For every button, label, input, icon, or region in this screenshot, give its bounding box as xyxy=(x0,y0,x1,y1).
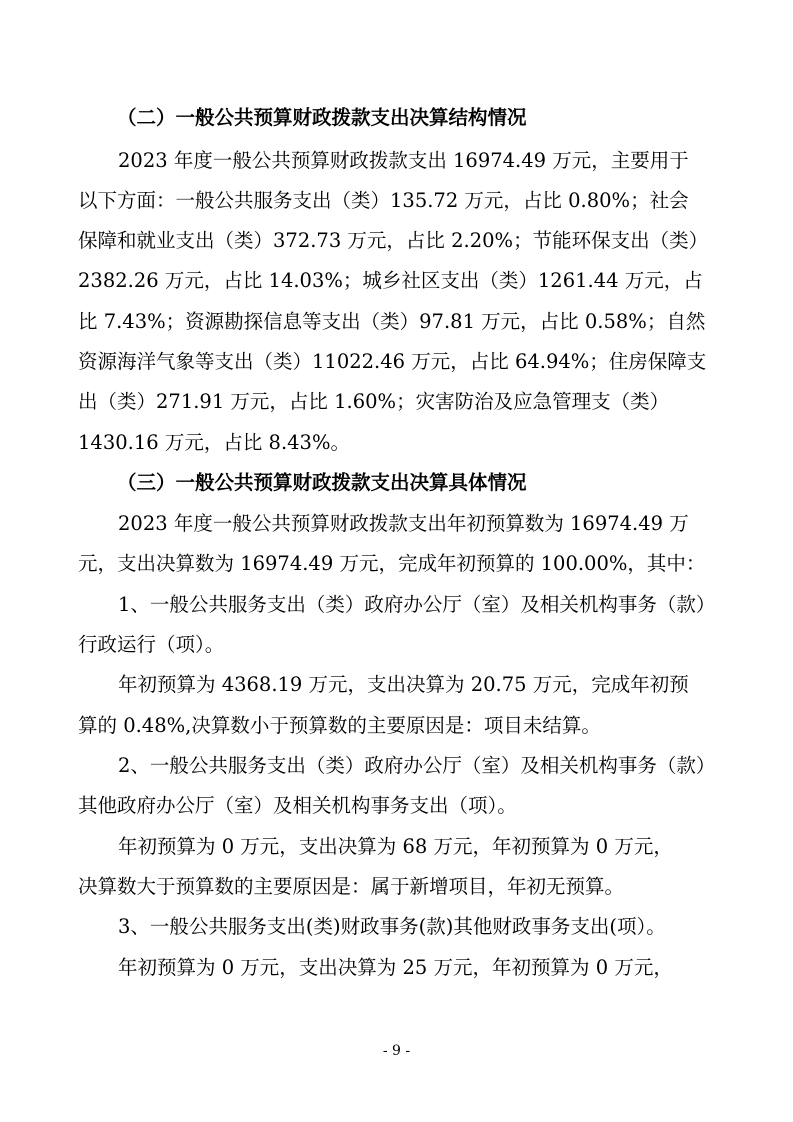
item-2-title-line-2: 其他政府办公厅（室）及相关机构事务支出（项）。 xyxy=(78,794,517,817)
item-1-title-line-1: 1、一般公共服务支出（类）政府办公厅（室）及相关机构事务（款） xyxy=(118,593,716,616)
item-1-title-line-2: 行政运行（项）。 xyxy=(78,633,225,656)
section-2-heading: （二）一般公共预算财政拨款支出决算结构情况 xyxy=(117,106,527,129)
s2-line-2: 以下方面：一般公共服务支出（类）135.72 万元，占比 0.80%；社会 xyxy=(78,189,689,212)
page-number: - 9 - xyxy=(382,1043,411,1059)
section-3-heading: （三）一般公共预算财政拨款支出决算具体情况 xyxy=(117,471,527,494)
item-1-body-line-1: 年初预算为 4368.19 万元，支出决算为 20.75 万元，完成年初预 xyxy=(118,673,689,696)
s2-line-4: 2382.26 万元，占比 14.03%；城乡社区支出（类）1261.44 万元，占 xyxy=(78,269,703,292)
s2-line-1: 2023 年度一般公共预算财政拨款支出 16974.49 万元，主要用于 xyxy=(118,149,689,172)
item-2-body-line-1: 年初预算为 0 万元，支出决算为 68 万元，年初预算为 0 万元， xyxy=(118,835,673,858)
s2-line-8: 1430.16 万元，占比 8.43%。 xyxy=(78,431,350,454)
item-2-body-line-2: 决算数大于预算数的主要原因是：属于新增项目，年初无预算。 xyxy=(78,875,625,898)
item-1-body-line-2: 算的 0.48%,决算数小于预算数的主要原因是：项目未结算。 xyxy=(78,714,601,737)
s3-intro-line-2: 元，支出决算数为 16974.49 万元，完成年初预算的 100.00%，其中： xyxy=(78,552,706,575)
s2-line-7: 出（类）271.91 万元，占比 1.60%；灾害防治及应急管理支（类） xyxy=(78,390,670,413)
s2-line-3: 保障和就业支出（类）372.73 万元，占比 2.20%；节能环保支出（类） xyxy=(78,229,709,252)
item-2-title-line-1: 2、一般公共服务支出（类）政府办公厅（室）及相关机构事务（款） xyxy=(118,754,716,777)
item-3-body-line-1: 年初预算为 0 万元，支出决算为 25 万元，年初预算为 0 万元， xyxy=(118,956,673,979)
item-3-title-line-1: 3、一般公共服务支出(类)财政事务(款)其他财政事务支出(项）。 xyxy=(118,915,666,938)
s2-line-6: 资源海洋气象等支出（类）11022.46 万元，占比 64.94%；住房保障支 xyxy=(78,350,707,373)
s2-line-5: 比 7.43%；资源勘探信息等支出（类）97.81 万元，占比 0.58%；自然 xyxy=(78,310,706,333)
s3-intro-line-1: 2023 年度一般公共预算财政拨款支出年初预算数为 16974.49 万 xyxy=(118,512,689,535)
